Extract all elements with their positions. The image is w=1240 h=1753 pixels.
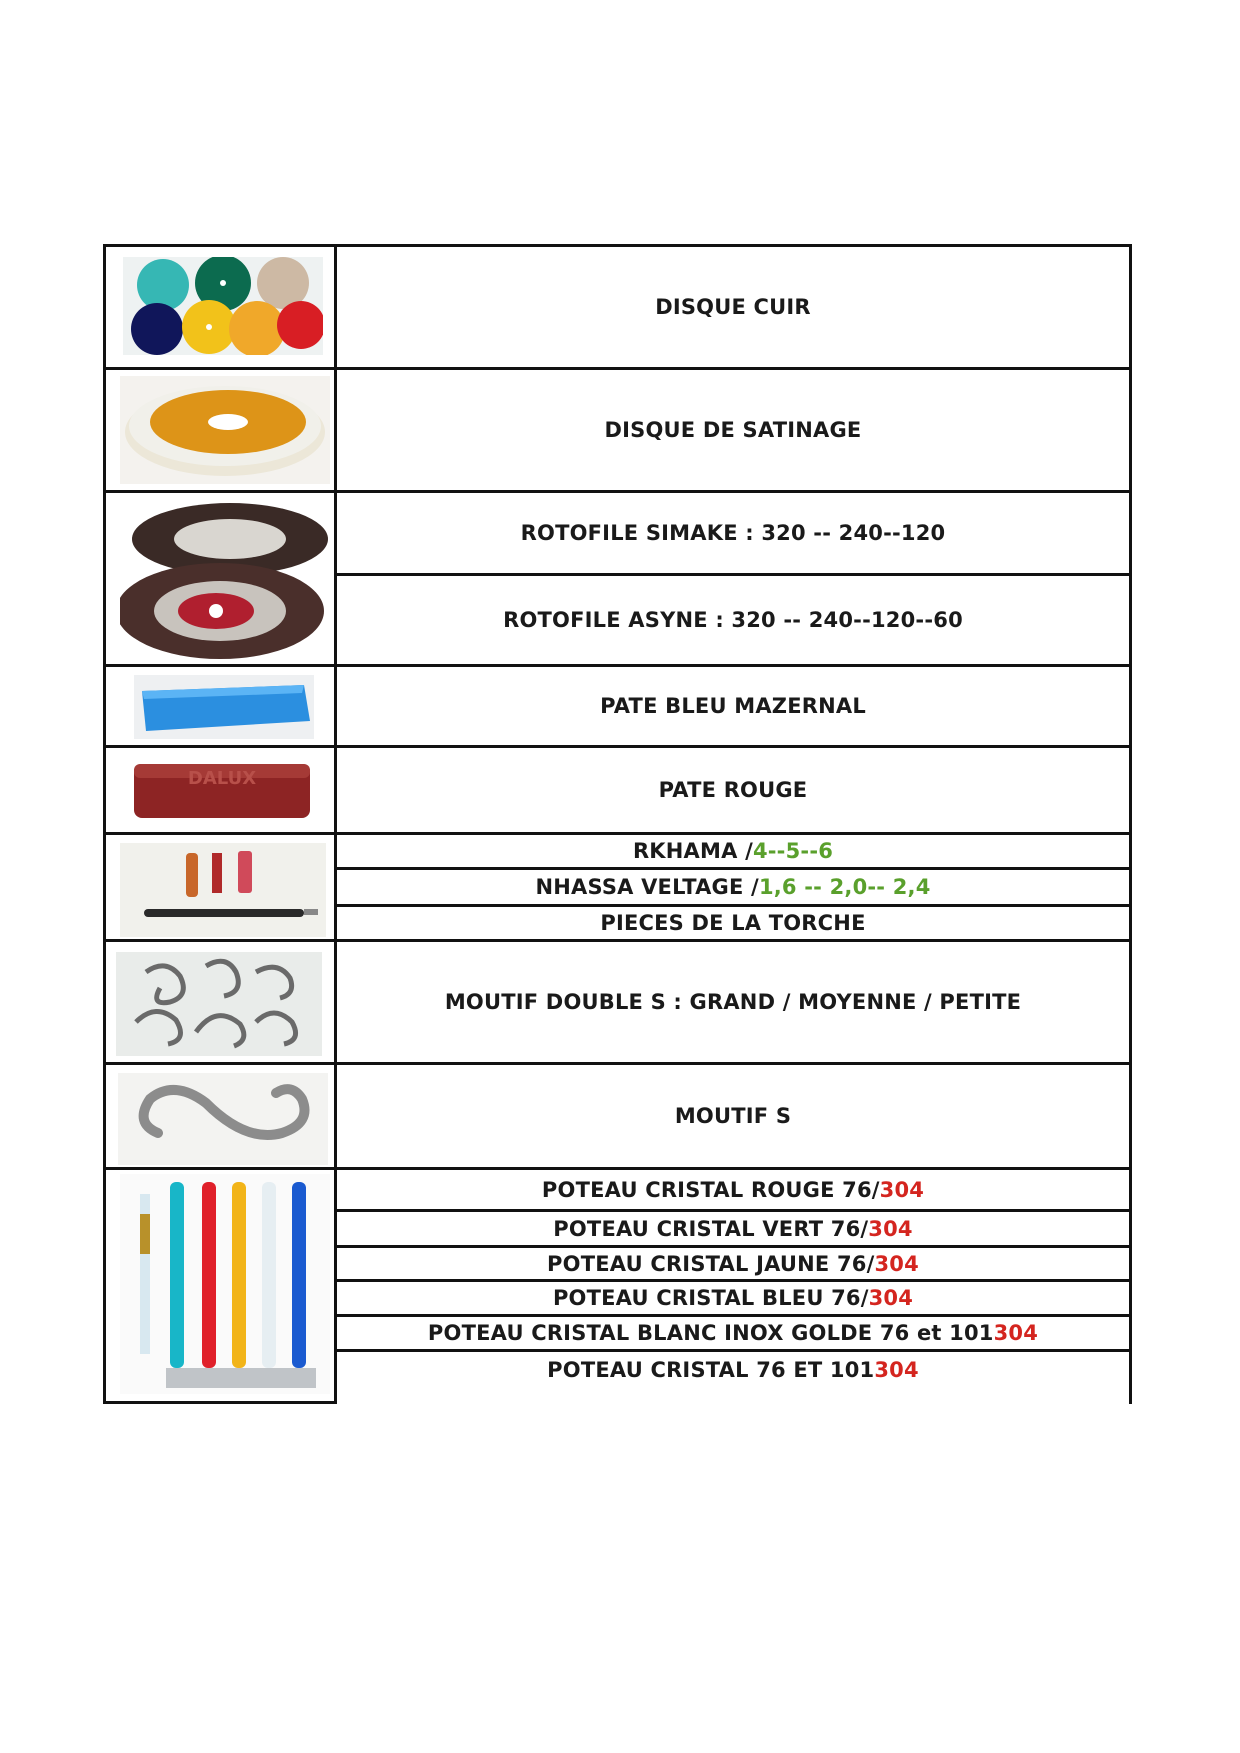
double-s-scrolls-image [116, 952, 322, 1056]
product-label: ROTOFILE SIMAKE : 320 -- 240--120 [520, 521, 946, 545]
colored-polishing-discs-image [123, 257, 323, 355]
product-label: POTEAU CRISTAL ROUGE 76/ 304 [541, 1177, 925, 1202]
svg-text:DALUX: DALUX [187, 768, 257, 789]
product-label: POTEAU CRISTAL BLANC INOX GOLDE 76 et 101 304 [427, 1321, 1039, 1345]
product-label: MOUTIF S [674, 1104, 792, 1128]
product-label: POTEAU CRISTAL VERT 76/ 304 [553, 1216, 913, 1241]
table-right-border [1129, 244, 1132, 1404]
image-cell-5 [103, 745, 337, 835]
image-cell-4 [103, 664, 337, 748]
product-label: DISQUE DE SATINAGE [604, 418, 862, 442]
product-label: NHASSA VELTAGE / 1,6 -- 2,0-- 2,4 [535, 875, 931, 899]
image-cell-7 [103, 939, 337, 1065]
image-cell-2 [103, 367, 337, 493]
product-label: PATE BLEU MAZERNAL [600, 694, 866, 718]
flap-wheel-image [120, 499, 334, 661]
blue-polishing-paste-image [134, 675, 314, 739]
product-label: PATE ROUGE [658, 778, 808, 802]
product-label: POTEAU CRISTAL 76 ET 101 304 [547, 1358, 919, 1382]
s-scroll-image [118, 1073, 328, 1165]
product-label: ROTOFILE ASYNE : 320 -- 240--120--60 [503, 608, 963, 632]
product-label: POTEAU CRISTAL BLEU 76/ 304 [552, 1286, 914, 1310]
product-label: RKHAMA / 4--5--6 [632, 839, 834, 863]
image-cell-1 [103, 244, 337, 370]
product-label: POTEAU CRISTAL JAUNE 76/ 304 [547, 1251, 919, 1276]
product-label: MOUTIF DOUBLE S : GRAND / MOYENNE / PETITE [444, 990, 1022, 1014]
product-label: DISQUE CUIR [655, 295, 811, 319]
image-cell-9 [103, 1167, 337, 1404]
product-table [103, 244, 1132, 1404]
image-cell-6 [103, 832, 337, 942]
red-polishing-paste-image [130, 756, 316, 826]
image-cell-3 [103, 490, 337, 667]
table-bottom-border [103, 1401, 337, 1404]
image-cell-8 [103, 1062, 337, 1170]
crystal-posts-image [120, 1174, 330, 1394]
torch-parts-image [120, 843, 326, 937]
felt-satin-disc-image [120, 376, 330, 484]
product-label: PIECES DE LA TORCHE [600, 911, 866, 935]
